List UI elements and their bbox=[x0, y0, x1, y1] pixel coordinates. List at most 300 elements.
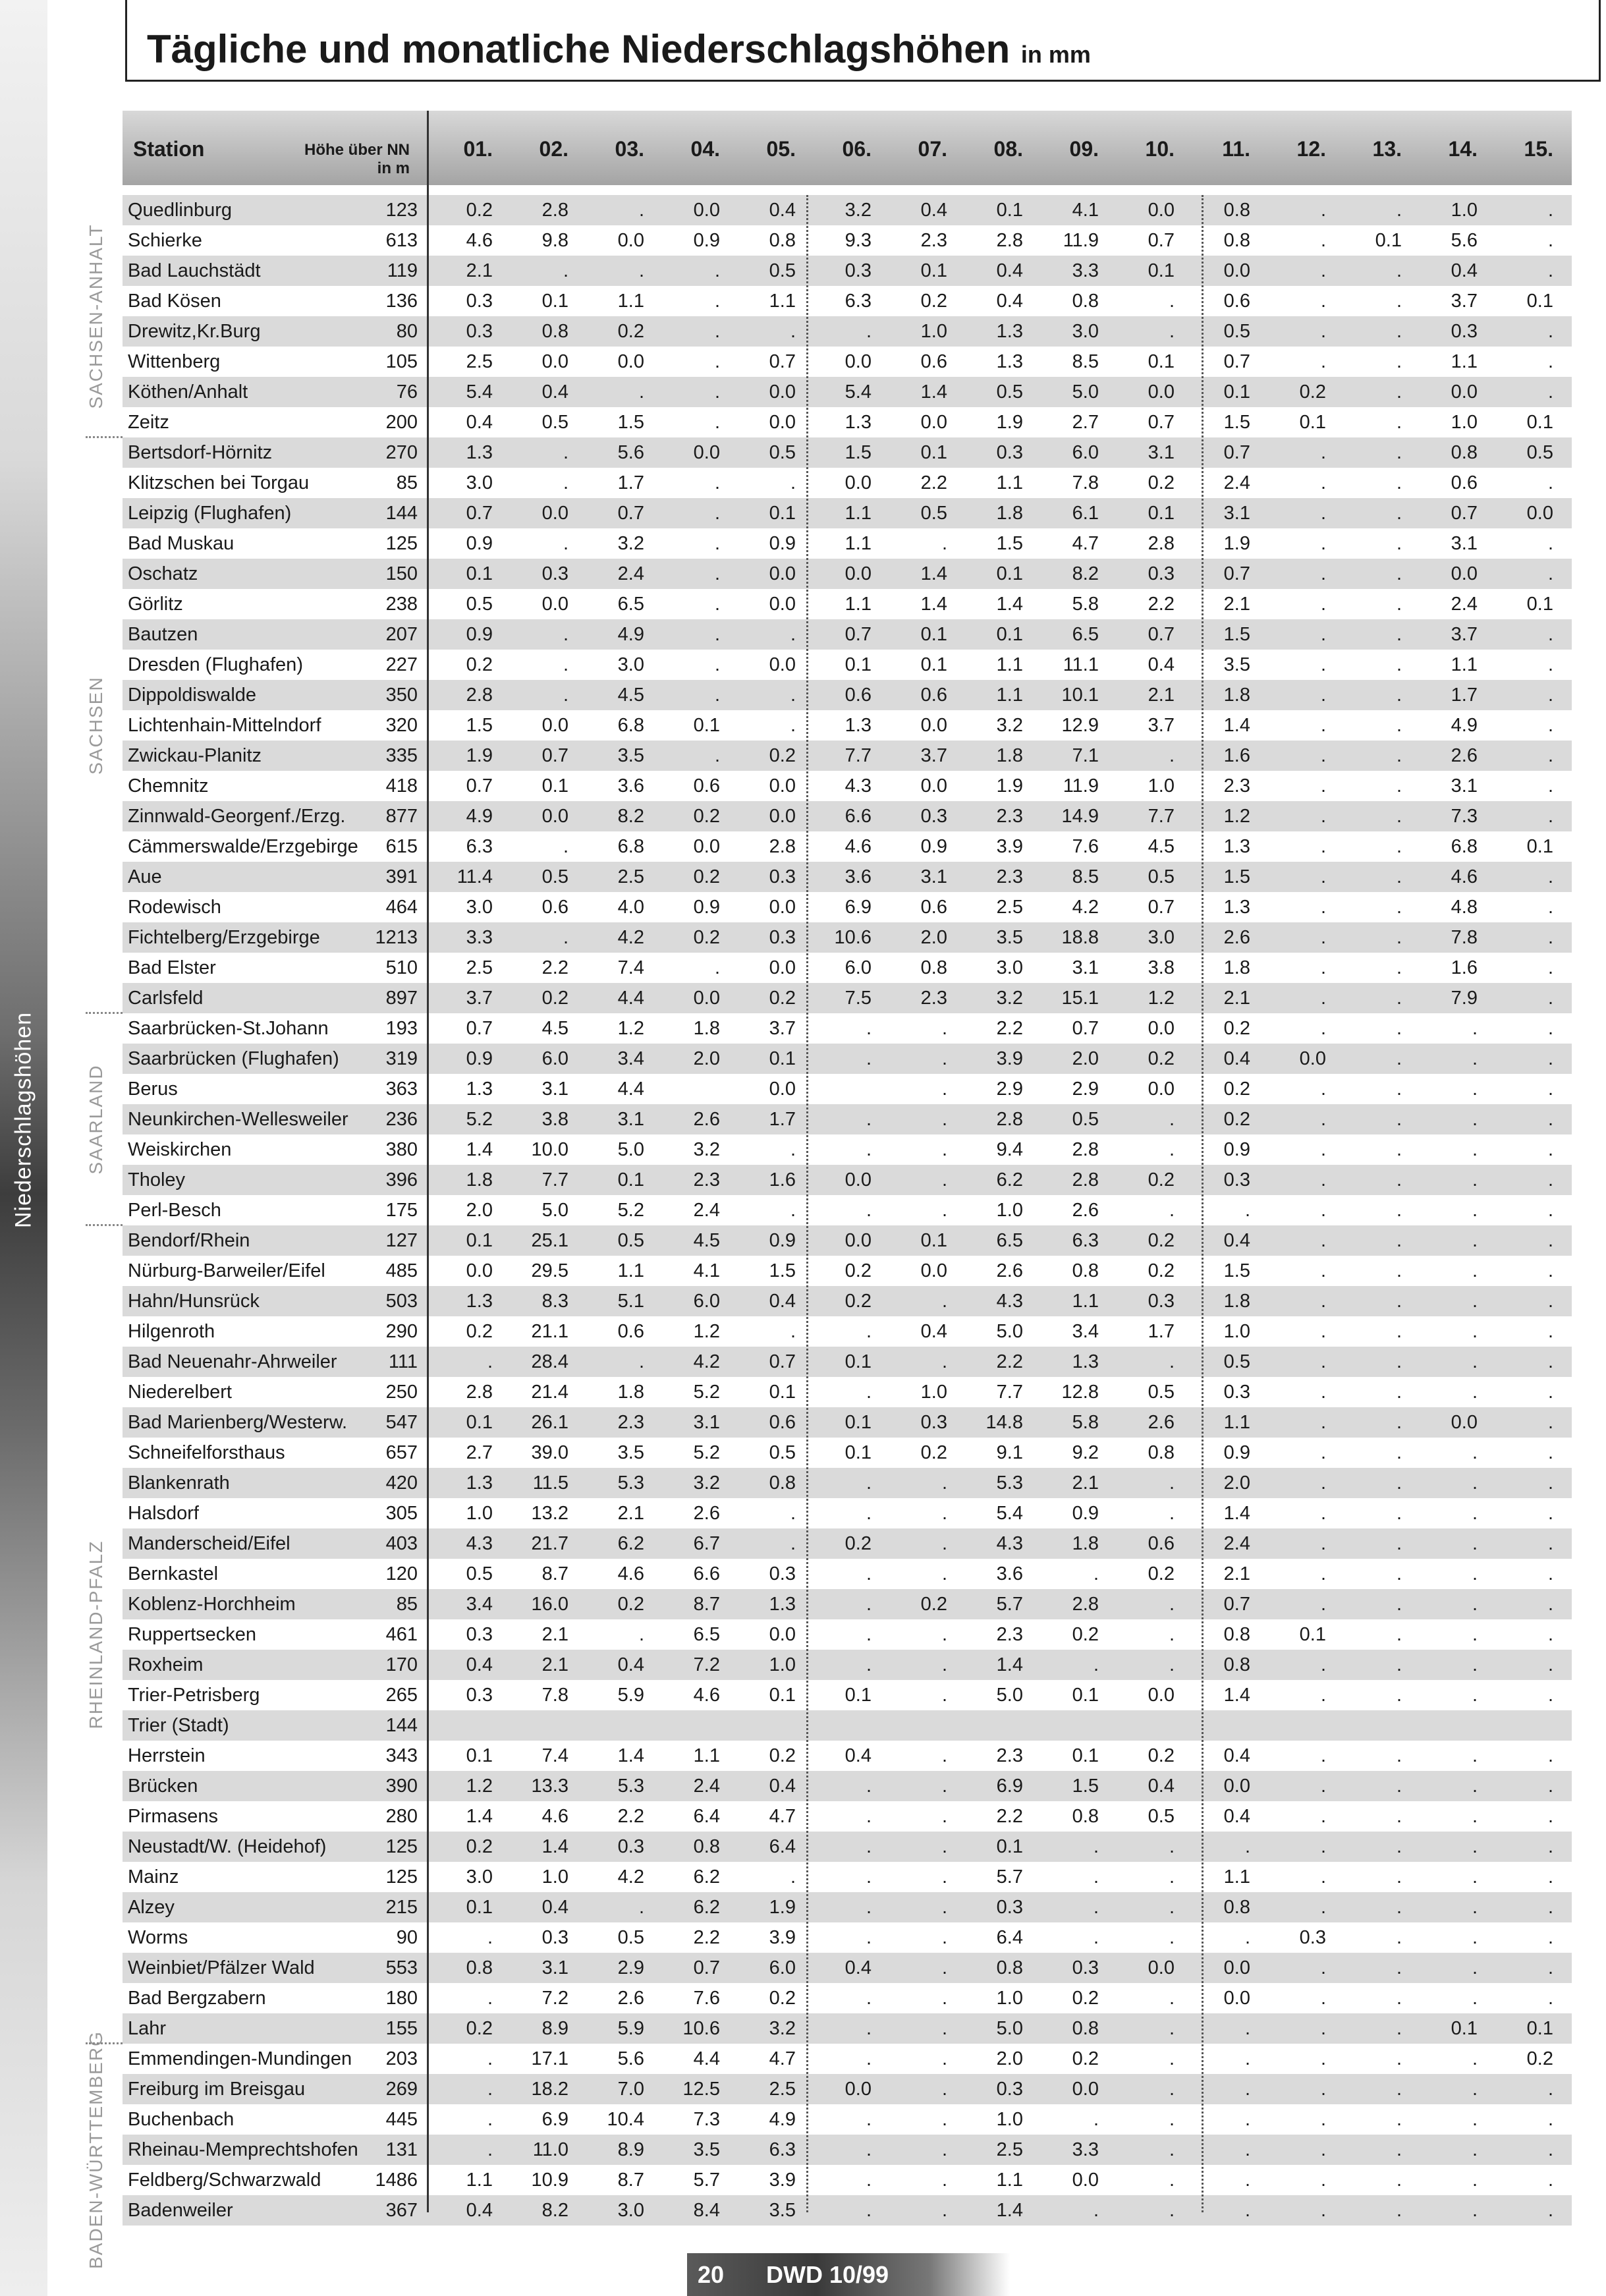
precip-value: 1.4 bbox=[617, 1745, 644, 1766]
precip-value: 0.0 bbox=[617, 351, 644, 372]
station-name: Saarbrücken-St.Johann bbox=[128, 1018, 329, 1039]
precip-value: 0.9 bbox=[466, 624, 493, 645]
precip-value: . bbox=[487, 2109, 493, 2130]
precip-value: . bbox=[790, 1866, 796, 1888]
precip-value: . bbox=[1547, 2139, 1553, 2160]
precip-value: 0.7 bbox=[1148, 624, 1175, 645]
precip-value: 4.5 bbox=[693, 1230, 720, 1251]
station-altitude: 1486 bbox=[375, 2170, 418, 2191]
precip-value: 1.3 bbox=[466, 1472, 493, 1494]
precip-value: 0.1 bbox=[1148, 503, 1175, 524]
precip-value: 0.8 bbox=[1223, 1624, 1250, 1645]
table-row bbox=[123, 1407, 1572, 1438]
precip-value: . bbox=[638, 1897, 644, 1918]
precip-value: 8.7 bbox=[693, 1594, 720, 1615]
station-name: Bendorf/Rhein bbox=[128, 1230, 250, 1251]
station-name: Hilgenroth bbox=[128, 1321, 215, 1342]
precip-value: . bbox=[1320, 775, 1326, 797]
precip-value: 0.3 bbox=[1148, 1291, 1175, 1312]
station-name: Herrstein bbox=[128, 1745, 206, 1766]
precip-value: . bbox=[1396, 988, 1402, 1009]
precip-value: . bbox=[1244, 2109, 1250, 2130]
precip-value: 0.6 bbox=[617, 1321, 644, 1342]
precip-value: 0.2 bbox=[1526, 2048, 1553, 2069]
precip-value: . bbox=[714, 957, 720, 978]
precip-value: 1.0 bbox=[920, 321, 947, 342]
station-altitude: 363 bbox=[385, 1078, 418, 1100]
station-altitude: 215 bbox=[385, 1897, 418, 1918]
precip-value: . bbox=[714, 624, 720, 645]
precip-value: 0.0 bbox=[845, 563, 872, 584]
station-altitude: 111 bbox=[388, 1351, 418, 1372]
precip-value: . bbox=[1472, 1472, 1478, 1494]
precip-value: . bbox=[1320, 624, 1326, 645]
precip-value: 0.4 bbox=[920, 200, 947, 221]
station-name: Fichtelberg/Erzgebirge bbox=[128, 927, 320, 948]
precip-value: 9.1 bbox=[996, 1442, 1023, 1463]
precip-value: . bbox=[1547, 1412, 1553, 1433]
precip-value: 1.1 bbox=[769, 291, 796, 312]
station-name: Bad Muskau bbox=[128, 533, 235, 554]
precip-value: 1.1 bbox=[617, 1260, 644, 1281]
precip-value: 6.8 bbox=[617, 836, 644, 857]
precip-value: . bbox=[1320, 1382, 1326, 1403]
precip-value: 10.0 bbox=[531, 1139, 568, 1160]
precip-value: 0.4 bbox=[1223, 1230, 1250, 1251]
precip-value: . bbox=[941, 1078, 947, 1100]
precip-value: 1.1 bbox=[996, 472, 1023, 493]
precip-value: . bbox=[866, 1018, 872, 1039]
precip-value: 2.1 bbox=[1148, 685, 1175, 706]
precip-value: 4.5 bbox=[617, 685, 644, 706]
precip-value: 0.0 bbox=[769, 563, 796, 584]
precip-value: . bbox=[1547, 1745, 1553, 1766]
precip-value: 3.1 bbox=[1072, 957, 1099, 978]
station-name: Buchenbach bbox=[128, 2109, 235, 2130]
precip-value: 3.1 bbox=[1148, 442, 1175, 463]
precip-value: 5.7 bbox=[996, 1866, 1023, 1888]
precip-value: 3.1 bbox=[1451, 775, 1478, 797]
precip-value: 3.9 bbox=[996, 1048, 1023, 1069]
precip-value: 0.2 bbox=[541, 988, 568, 1009]
precip-value: 0.1 bbox=[1148, 260, 1175, 281]
precip-value: 1.3 bbox=[466, 442, 493, 463]
precip-value: . bbox=[1547, 1321, 1553, 1342]
precip-value: 5.4 bbox=[845, 381, 872, 403]
precip-value: . bbox=[1169, 1503, 1175, 1524]
precip-value: 2.5 bbox=[466, 957, 493, 978]
precip-value: 1.1 bbox=[1451, 654, 1478, 675]
precip-value: 0.2 bbox=[1148, 1048, 1175, 1069]
region-separator bbox=[86, 1224, 123, 1226]
precip-value: . bbox=[714, 503, 720, 524]
precip-value: . bbox=[1396, 1897, 1402, 1918]
precip-value: . bbox=[866, 1594, 872, 1615]
precip-value: . bbox=[1396, 2079, 1402, 2100]
precip-value: 0.2 bbox=[1223, 1109, 1250, 1130]
precip-value: 0.2 bbox=[1148, 1260, 1175, 1281]
precip-value: 0.0 bbox=[693, 836, 720, 857]
precip-value: . bbox=[1547, 533, 1553, 554]
precip-value: . bbox=[1320, 897, 1326, 918]
table-row bbox=[123, 286, 1572, 316]
station-name: Carlsfeld bbox=[128, 988, 204, 1009]
precip-value: 1.9 bbox=[1223, 533, 1250, 554]
precip-value: 3.7 bbox=[466, 988, 493, 1009]
precip-value: 1.1 bbox=[996, 2170, 1023, 2191]
station-name: Bad Elster bbox=[128, 957, 216, 978]
station-altitude: 461 bbox=[385, 1624, 418, 1645]
precip-value: 0.6 bbox=[541, 897, 568, 918]
precip-value: . bbox=[1320, 2170, 1326, 2191]
table-row bbox=[123, 2013, 1572, 2044]
header-day: 11. bbox=[1222, 137, 1250, 161]
precip-value: . bbox=[1396, 1230, 1402, 1251]
precip-value: . bbox=[1547, 988, 1553, 1009]
precip-value: . bbox=[714, 654, 720, 675]
precip-value: . bbox=[1396, 1351, 1402, 1372]
precip-value: . bbox=[1396, 745, 1402, 766]
precip-value: 0.2 bbox=[1072, 1624, 1099, 1645]
precip-value: 1.7 bbox=[617, 472, 644, 493]
precip-value: 4.2 bbox=[617, 1866, 644, 1888]
precip-value: 1.8 bbox=[1223, 1291, 1250, 1312]
precip-value: . bbox=[1169, 1109, 1175, 1130]
station-altitude: 155 bbox=[385, 2018, 418, 2039]
precip-value: . bbox=[1547, 2170, 1553, 2191]
precip-value: 2.2 bbox=[1148, 594, 1175, 615]
table-row bbox=[123, 619, 1572, 650]
station-name: Dresden (Flughafen) bbox=[128, 654, 303, 675]
precip-value: 0.5 bbox=[769, 260, 796, 281]
precip-value: 0.5 bbox=[541, 412, 568, 433]
precip-value: . bbox=[866, 1503, 872, 1524]
title-unit: in mm bbox=[1020, 41, 1091, 68]
precip-value: 4.0 bbox=[617, 897, 644, 918]
station-name: Rodewisch bbox=[128, 897, 221, 918]
column-divider-dotted bbox=[1202, 195, 1204, 2212]
precip-value: 7.7 bbox=[996, 1382, 1023, 1403]
header-day: 10. bbox=[1145, 137, 1175, 161]
precip-value: 0.5 bbox=[466, 1563, 493, 1584]
precip-value: 0.1 bbox=[996, 563, 1023, 584]
precip-value: 10.6 bbox=[834, 927, 872, 948]
precip-value: . bbox=[1169, 1654, 1175, 1675]
precip-value: 0.2 bbox=[845, 1260, 872, 1281]
station-name: Cämmerswalde/Erzgebirge bbox=[128, 836, 358, 857]
precip-value: . bbox=[941, 1836, 947, 1857]
station-altitude: 877 bbox=[385, 806, 418, 827]
precip-value: . bbox=[1396, 806, 1402, 827]
table-row bbox=[123, 256, 1572, 286]
precip-value: . bbox=[1320, 200, 1326, 221]
station-name: Koblenz-Horchheim bbox=[128, 1594, 296, 1615]
precip-value: . bbox=[1396, 260, 1402, 281]
precip-value: . bbox=[1093, 1897, 1099, 1918]
precip-value: 0.0 bbox=[541, 503, 568, 524]
table-row bbox=[123, 1134, 1572, 1165]
precip-value: . bbox=[714, 594, 720, 615]
precip-value: . bbox=[1396, 1321, 1402, 1342]
precip-value: 0.8 bbox=[1148, 1442, 1175, 1463]
header-day: 12. bbox=[1296, 137, 1326, 161]
precip-value: 0.1 bbox=[920, 654, 947, 675]
precip-value: 0.1 bbox=[541, 775, 568, 797]
precip-value: 5.2 bbox=[693, 1382, 720, 1403]
precip-value bbox=[1260, 1710, 1326, 1741]
precip-value: 0.6 bbox=[1223, 291, 1250, 312]
precip-value: . bbox=[1472, 2048, 1478, 2069]
precip-value: 3.2 bbox=[693, 1472, 720, 1494]
precip-value: 1.4 bbox=[920, 563, 947, 584]
precip-value: 0.9 bbox=[466, 1048, 493, 1069]
precip-value: 4.3 bbox=[996, 1533, 1023, 1554]
precip-value: 0.1 bbox=[617, 1169, 644, 1190]
precip-value: . bbox=[1320, 866, 1326, 887]
station-altitude: 270 bbox=[385, 442, 418, 463]
precip-value: 2.2 bbox=[617, 1806, 644, 1827]
station-altitude: 207 bbox=[385, 624, 418, 645]
precip-value: 0.0 bbox=[1299, 1048, 1326, 1069]
precip-value: . bbox=[1396, 472, 1402, 493]
precip-value: . bbox=[1472, 1018, 1478, 1039]
precip-value: 6.4 bbox=[693, 1806, 720, 1827]
precip-value: 3.2 bbox=[996, 715, 1023, 736]
precip-value: 0.0 bbox=[693, 988, 720, 1009]
precip-value: 0.0 bbox=[541, 806, 568, 827]
precip-value: . bbox=[1547, 1685, 1553, 1706]
precip-value: 2.2 bbox=[541, 957, 568, 978]
precip-value: 0.0 bbox=[1223, 1988, 1250, 2009]
table-row bbox=[123, 1832, 1572, 1862]
precip-value: . bbox=[714, 381, 720, 403]
precip-value: 6.0 bbox=[1072, 442, 1099, 463]
precip-value: 0.0 bbox=[1223, 1776, 1250, 1797]
region-label: RHEINLAND-PFALZ bbox=[86, 1540, 106, 1729]
precip-value: 0.2 bbox=[1299, 381, 1326, 403]
precip-value: 1.5 bbox=[617, 412, 644, 433]
table-row bbox=[123, 1710, 1572, 1741]
station-name: Chemnitz bbox=[128, 775, 209, 797]
precip-value: 2.4 bbox=[693, 1200, 720, 1221]
precip-value: . bbox=[866, 321, 872, 342]
precip-value: 1.3 bbox=[466, 1078, 493, 1100]
precip-value: 0.3 bbox=[769, 866, 796, 887]
table-row bbox=[123, 862, 1572, 892]
precip-value: 2.6 bbox=[693, 1503, 720, 1524]
precip-value: 1.4 bbox=[996, 2200, 1023, 2221]
precip-value: 0.5 bbox=[541, 866, 568, 887]
precip-value: 2.3 bbox=[693, 1169, 720, 1190]
precip-value: 0.7 bbox=[1148, 897, 1175, 918]
precip-value: 3.4 bbox=[1072, 1321, 1099, 1342]
station-name: Perl-Besch bbox=[128, 1200, 221, 1221]
station-altitude: 1213 bbox=[375, 927, 418, 948]
precip-value: 5.0 bbox=[996, 1321, 1023, 1342]
precip-value: . bbox=[1396, 1594, 1402, 1615]
precip-value: . bbox=[941, 1291, 947, 1312]
station-altitude: 553 bbox=[385, 1957, 418, 1978]
precip-value: . bbox=[941, 2048, 947, 2069]
station-altitude: 119 bbox=[387, 260, 418, 281]
precip-value: 0.5 bbox=[466, 594, 493, 615]
precip-value: 6.2 bbox=[693, 1897, 720, 1918]
precip-value: . bbox=[1320, 321, 1326, 342]
precip-value: . bbox=[638, 1351, 644, 1372]
precip-value: 2.2 bbox=[996, 1806, 1023, 1827]
precip-value: 4.5 bbox=[1148, 836, 1175, 857]
precip-value: 8.2 bbox=[541, 2200, 568, 2221]
precip-value: . bbox=[1472, 1291, 1478, 1312]
precip-value: 0.2 bbox=[1148, 1230, 1175, 1251]
precip-value: 1.3 bbox=[996, 351, 1023, 372]
station-name: Dippoldiswalde bbox=[128, 685, 257, 706]
precip-value: 0.8 bbox=[1223, 230, 1250, 251]
precip-value: . bbox=[1472, 1139, 1478, 1160]
precip-value: 3.5 bbox=[996, 927, 1023, 948]
precip-value: . bbox=[1320, 927, 1326, 948]
precip-value: . bbox=[1093, 2109, 1099, 2130]
precip-value: . bbox=[1547, 1260, 1553, 1281]
region-separator bbox=[86, 1012, 123, 1014]
precip-value: 0.0 bbox=[920, 412, 947, 433]
station-name: Trier (Stadt) bbox=[128, 1715, 229, 1736]
station-altitude: 180 bbox=[385, 1988, 418, 2009]
precip-value: . bbox=[1547, 1169, 1553, 1190]
precip-value: 6.9 bbox=[996, 1776, 1023, 1797]
precip-value: 17.1 bbox=[531, 2048, 568, 2069]
table-row bbox=[123, 1801, 1572, 1832]
precip-value: . bbox=[1547, 321, 1553, 342]
precip-value: 0.3 bbox=[1223, 1169, 1250, 1190]
precip-value: . bbox=[1547, 654, 1553, 675]
station-name: Niederelbert bbox=[128, 1382, 232, 1403]
station-altitude: 320 bbox=[385, 715, 418, 736]
precip-value: . bbox=[1169, 1836, 1175, 1857]
precip-value: . bbox=[1320, 503, 1326, 524]
precip-value: 2.2 bbox=[996, 1018, 1023, 1039]
precip-value: . bbox=[1396, 2048, 1402, 2069]
precip-value: 1.6 bbox=[1223, 745, 1250, 766]
station-altitude: 319 bbox=[385, 1048, 418, 1069]
station-altitude: 265 bbox=[385, 1685, 418, 1706]
precip-value: 3.5 bbox=[617, 1442, 644, 1463]
precip-value: 1.4 bbox=[920, 594, 947, 615]
station-altitude: 144 bbox=[385, 1715, 418, 1736]
precip-value: 5.3 bbox=[617, 1776, 644, 1797]
precip-value: 0.0 bbox=[845, 1230, 872, 1251]
precip-value: 3.5 bbox=[617, 745, 644, 766]
precip-value: 6.3 bbox=[769, 2139, 796, 2160]
precip-value: 0.5 bbox=[617, 1927, 644, 1948]
precip-value: 1.4 bbox=[1223, 715, 1250, 736]
precip-value: . bbox=[1320, 2139, 1326, 2160]
precip-value: 0.7 bbox=[769, 1351, 796, 1372]
precip-value: 3.7 bbox=[920, 745, 947, 766]
station-altitude: 80 bbox=[396, 321, 418, 342]
precip-value: 11.9 bbox=[1063, 775, 1099, 797]
precip-value: . bbox=[1320, 291, 1326, 312]
precip-value: . bbox=[941, 1169, 947, 1190]
precip-value: 5.2 bbox=[693, 1442, 720, 1463]
precip-value: 0.5 bbox=[920, 503, 947, 524]
precip-value: 0.2 bbox=[466, 1836, 493, 1857]
precip-value: 0.0 bbox=[1451, 563, 1478, 584]
precip-value: . bbox=[714, 321, 720, 342]
precip-value: 0.2 bbox=[617, 321, 644, 342]
precip-value: 1.3 bbox=[1223, 836, 1250, 857]
precip-value: . bbox=[1396, 1927, 1402, 1948]
precip-value: 2.8 bbox=[466, 685, 493, 706]
precip-value: 0.5 bbox=[617, 1230, 644, 1251]
precip-value: 0.1 bbox=[1072, 1685, 1099, 1706]
precip-value: 12.9 bbox=[1061, 715, 1099, 736]
station-name: Zeitz bbox=[128, 412, 169, 433]
station-name: Manderscheid/Eifel bbox=[128, 1533, 291, 1554]
precip-value: 1.1 bbox=[466, 2170, 493, 2191]
precip-value: 1.0 bbox=[466, 1503, 493, 1524]
precip-value: 0.1 bbox=[920, 442, 947, 463]
precip-value: 3.0 bbox=[1072, 321, 1099, 342]
station-name: Badenweiler bbox=[128, 2200, 233, 2221]
precip-value: . bbox=[866, 1139, 872, 1160]
precip-value: . bbox=[1547, 200, 1553, 221]
precip-value: 1.1 bbox=[617, 291, 644, 312]
precip-value: 1.8 bbox=[693, 1018, 720, 1039]
precip-value: 0.0 bbox=[1148, 1685, 1175, 1706]
station-altitude: 290 bbox=[385, 1321, 418, 1342]
precip-value: 0.1 bbox=[845, 1442, 872, 1463]
precip-value: . bbox=[1396, 442, 1402, 463]
table-row bbox=[123, 1013, 1572, 1044]
precip-value: 3.6 bbox=[617, 775, 644, 797]
table-row bbox=[123, 1862, 1572, 1892]
precip-value: 0.3 bbox=[1072, 1957, 1099, 1978]
precip-value: 2.8 bbox=[466, 1382, 493, 1403]
precip-value: 5.2 bbox=[617, 1200, 644, 1221]
table-row bbox=[123, 1195, 1572, 1225]
precip-value: 0.2 bbox=[769, 1745, 796, 1766]
precip-value: . bbox=[563, 836, 568, 857]
precip-value: . bbox=[941, 2079, 947, 2100]
precip-value: . bbox=[1472, 1533, 1478, 1554]
precip-value: 2.8 bbox=[1072, 1139, 1099, 1160]
station-name: Bad Kösen bbox=[128, 291, 221, 312]
precip-value: . bbox=[941, 1472, 947, 1494]
station-name: Hahn/Hunsrück bbox=[128, 1291, 260, 1312]
precip-value: 0.0 bbox=[541, 715, 568, 736]
precip-value: . bbox=[1320, 1139, 1326, 1160]
precip-value: 4.2 bbox=[1072, 897, 1099, 918]
precip-value: . bbox=[1169, 2139, 1175, 2160]
precip-value: . bbox=[1169, 1927, 1175, 1948]
station-altitude: 547 bbox=[385, 1412, 418, 1433]
precip-value: 0.4 bbox=[1148, 654, 1175, 675]
precip-value: 1.1 bbox=[845, 503, 872, 524]
precip-value: 5.8 bbox=[1072, 594, 1099, 615]
precip-value: 18.8 bbox=[1061, 927, 1099, 948]
precip-value: 1.8 bbox=[466, 1169, 493, 1190]
precip-value: 0.2 bbox=[466, 2018, 493, 2039]
station-name: Weiskirchen bbox=[128, 1139, 232, 1160]
precip-value: 2.9 bbox=[996, 1078, 1023, 1100]
precip-value: . bbox=[1169, 2200, 1175, 2221]
precip-value: . bbox=[1547, 1927, 1553, 1948]
precip-value: 0.5 bbox=[1223, 1351, 1250, 1372]
station-name: Bautzen bbox=[128, 624, 198, 645]
precip-value: 8.2 bbox=[617, 806, 644, 827]
precip-value: 1.0 bbox=[1148, 775, 1175, 797]
